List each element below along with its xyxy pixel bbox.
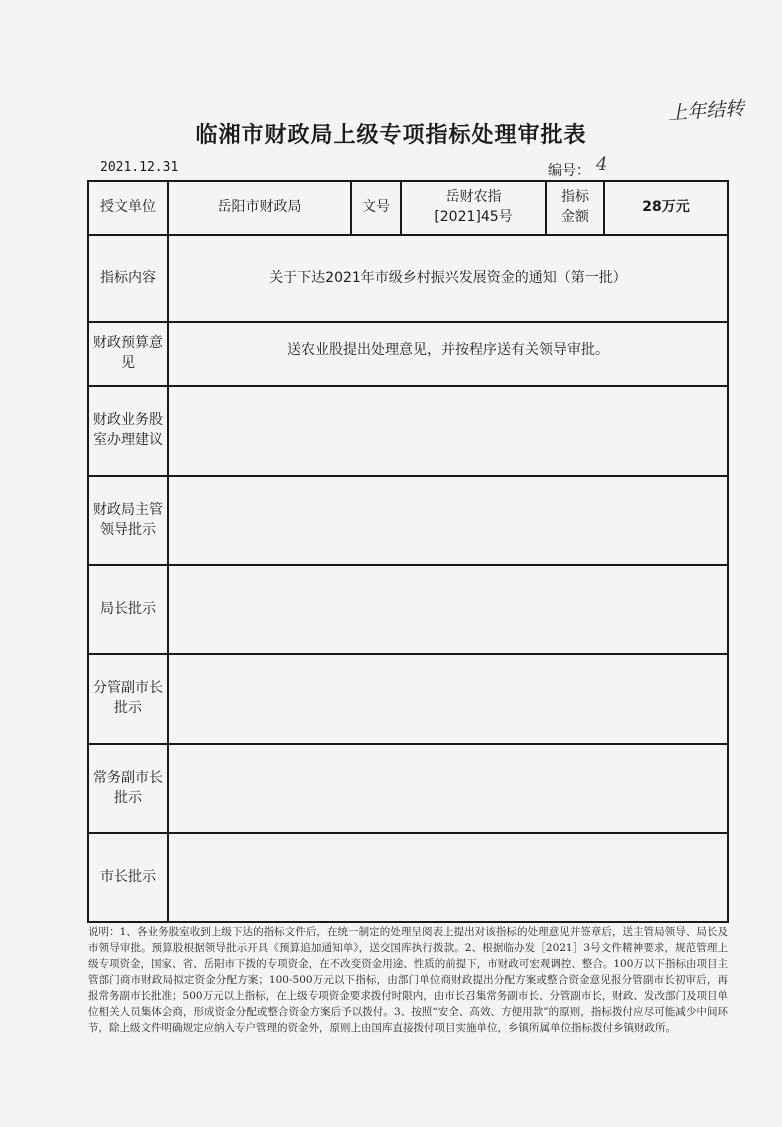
row-value-leader-instruction (168, 476, 728, 565)
table-row (88, 322, 728, 386)
row-value-content: 关于下达2021年市级乡村振兴发展资金的通知（第一批） (168, 235, 728, 322)
table-row (88, 476, 728, 565)
table-row (88, 386, 728, 476)
amount-label (546, 181, 604, 235)
table-row (88, 654, 728, 744)
docno-value (401, 181, 546, 235)
row-value-mayor-instruction (168, 833, 728, 922)
row-value-budget-opinion: 送农业股提出处理意见，并按程序送有关领导审批。 (168, 322, 728, 386)
amount-label-line2: 金额 (561, 209, 589, 225)
approval-table (87, 180, 729, 923)
row-label-vice-mayor-instruction: 分管副市长批示 (88, 654, 168, 744)
form-date: 2021.12.31 (100, 160, 179, 175)
amount-label-line1: 指标 (561, 189, 589, 206)
row-label-budget-opinion: 财政预算意见 (88, 322, 168, 386)
amount-value: 28万元 (604, 181, 728, 235)
table-row (88, 565, 728, 654)
row-label-content: 指标内容 (88, 235, 168, 322)
handwritten-note: 上年结转 (667, 97, 745, 125)
serial-value: 4 (596, 154, 608, 175)
row-label-director-instruction: 局长批示 (88, 565, 168, 654)
docno-value-line2: [2021]45号 (434, 209, 513, 225)
recipient-value: 岳阳市财政局 (168, 181, 351, 235)
docno-value-line1: 岳财农指 (445, 189, 502, 206)
row-value-director-instruction (168, 565, 728, 654)
recipient-label: 授文单位 (88, 181, 168, 235)
table-row (88, 744, 728, 833)
notes-text: 说明：1、各业务股室收到上级下达的指标文件后，在统一制定的处理呈阅表上提出对该指标的处理意见并签章后，送主管局领导、局长及市领导审批。预算股根据领导批示开具《预算追加通知单》，送交国库执行拨款。2、根据临办发［2021］3号文件精神要求，规范管理上级专项资金，国家、省、岳阳市下拨的专项资金，在不改变资金用途、性质的前提下，市财政可宏观调控、整合。100万以下指标由项目主管部门商市财政局拟定资金分配方案；100-500万元以下指标，由部门单位商财政提出分配方案或整合资金意见报分管副市长初审后，再报常务副市长批准；500万元以上指标，在上级专项资金要求拨付时限内，由市长召集常务副市长、分管副市长，财政、发改部门及项目单位相关人员集体会商，形成资金分配或整合资金方案后予以拨付。3、按照“安全、高效、方便用款”的原则，指标拨付应尽可能减少中间环节，除上级文件明确规定应纳入专户管理的资金外，原则上由国库直接拨付项目实施单位，乡镇所属单位指标拨付乡镇财政所。 (88, 926, 728, 1034)
row-value-dept-advice (168, 386, 728, 476)
notes (88, 925, 728, 1037)
table-row (88, 181, 728, 235)
table-row (88, 235, 728, 322)
table-row (88, 833, 728, 922)
row-label-dept-advice: 财政业务股室办理建议 (88, 386, 168, 476)
row-label-exec-vice-mayor-instruction: 常务副市长批示 (88, 744, 168, 833)
row-label-mayor-instruction: 市长批示 (88, 833, 168, 922)
serial-label: 编号： (548, 163, 590, 179)
row-label-leader-instruction: 财政局主管领导批示 (88, 476, 168, 565)
row-value-exec-vice-mayor-instruction (168, 744, 728, 833)
row-value-vice-mayor-instruction (168, 654, 728, 744)
docno-label: 文号 (351, 181, 401, 235)
page-title: 临湘市财政局上级专项指标处理审批表 (195, 123, 587, 148)
